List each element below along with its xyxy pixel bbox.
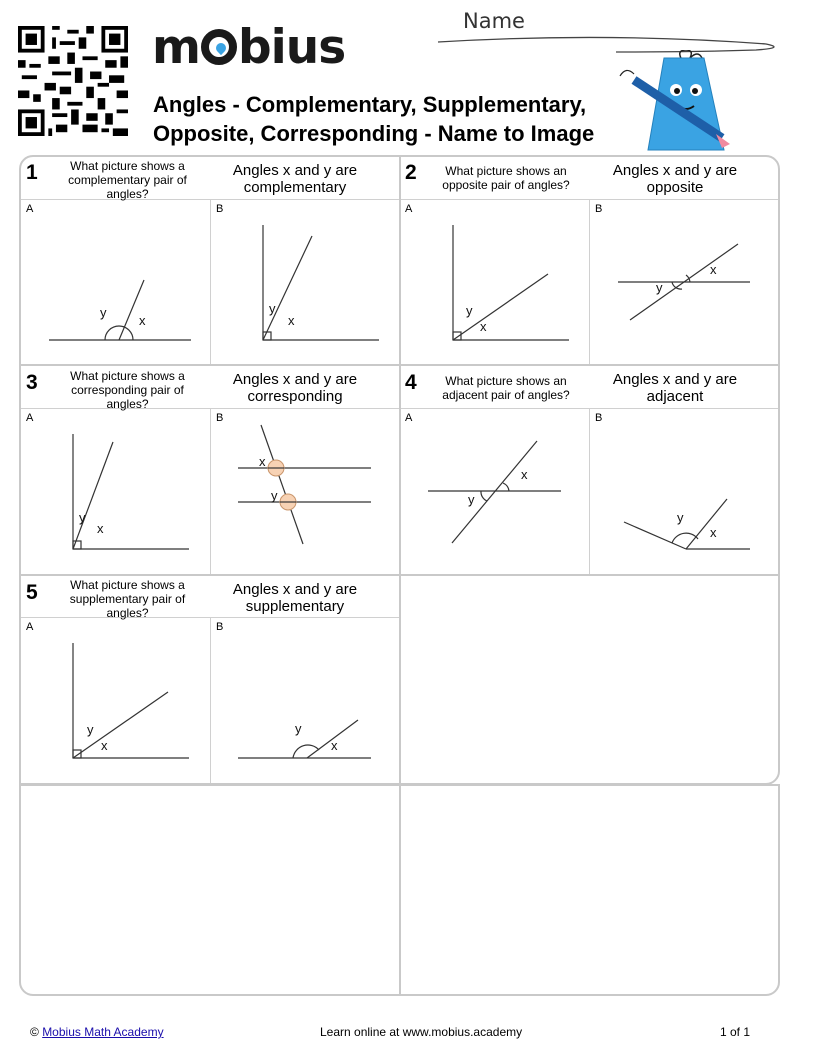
figure-1b[interactable] [211,200,399,364]
empty-cell-6 [399,574,780,785]
option-b-label-2[interactable]: B [595,203,603,215]
question-text-2: What picture shows an opposite pair of angles? [442,164,570,192]
figure-3a[interactable] [21,409,209,573]
mascot-illustration [612,50,742,160]
answer-text-4: Angles x and y are adjacent [612,371,738,405]
figure-5a[interactable] [21,618,209,782]
page-title: Angles - Complementary, Supplementary, Opposite, Corresponding - Name to Image [153,92,595,146]
name-label: Name [463,9,525,33]
figure-4b[interactable] [590,409,778,573]
option-b-label-4[interactable]: B [595,412,603,424]
svg-text:y: y [677,510,684,525]
svg-text:y: y [466,303,473,318]
svg-text:x: x [259,454,266,469]
svg-text:x: x [331,738,338,753]
option-b-label-5[interactable]: B [216,621,224,633]
figure-2b[interactable] [590,200,778,364]
question-number-3: 3 [26,371,38,394]
svg-text:x: x [710,262,717,277]
svg-text:x: x [710,525,717,540]
svg-text:y: y [79,510,86,525]
svg-text:y: y [269,301,276,316]
question-number-4: 4 [405,371,417,394]
option-a-label-4[interactable]: A [405,412,413,424]
svg-text:y: y [271,488,278,503]
figure-1a[interactable] [21,200,209,364]
svg-text:y: y [656,280,663,295]
svg-text:x: x [288,313,295,328]
question-text-5: What picture shows a supplementary pair of angles? [69,578,186,620]
figure-3b[interactable] [211,409,399,573]
question-number-2: 2 [405,161,417,184]
svg-text:y: y [468,492,475,507]
svg-text:y: y [295,721,302,736]
option-a-label-3[interactable]: A [26,412,34,424]
mobius-logo: m bius [152,20,346,75]
option-a-label-5[interactable]: A [26,621,34,633]
footer-center-text: Learn online at www.mobius.academy [320,1025,523,1039]
question-number-1: 1 [26,161,38,184]
empty-cell-7 [19,784,401,996]
svg-text:x: x [97,521,104,536]
svg-text:x: x [139,313,146,328]
answer-text-2: Angles x and y are opposite [612,162,738,196]
footer-link-mobius[interactable]: Mobius Math Academy [42,1025,164,1039]
question-text-1: What picture shows a complementary pair of angles? [68,159,187,201]
svg-text:x: x [480,319,487,334]
figure-2a[interactable] [401,200,589,364]
figure-5b[interactable] [211,618,399,782]
qr-code [17,26,129,136]
empty-cell-8 [399,784,780,996]
option-a-label-1[interactable]: A [26,203,34,215]
option-b-label-3[interactable]: B [216,412,224,424]
option-a-label-2[interactable]: A [405,203,413,215]
copyright-symbol: © [30,1025,39,1039]
answer-text-5: Angles x and y are supplementary [232,581,358,615]
question-number-5: 5 [26,581,38,604]
page-number: 1 of 1 [720,1025,751,1039]
svg-text:y: y [100,305,107,320]
question-text-4: What picture shows an adjacent pair of angles? [442,374,570,402]
svg-text:y: y [87,722,94,737]
svg-text:x: x [101,738,108,753]
answer-text-3: Angles x and y are corresponding [232,371,358,405]
figure-4a[interactable] [401,409,589,573]
svg-text:x: x [521,467,528,482]
question-text-3: What picture shows a corresponding pair of angles? [70,369,185,411]
answer-text-1: Angles x and y are complementary [232,162,358,196]
footer-copyright [30,1025,164,1039]
option-b-label-1[interactable]: B [216,203,224,215]
